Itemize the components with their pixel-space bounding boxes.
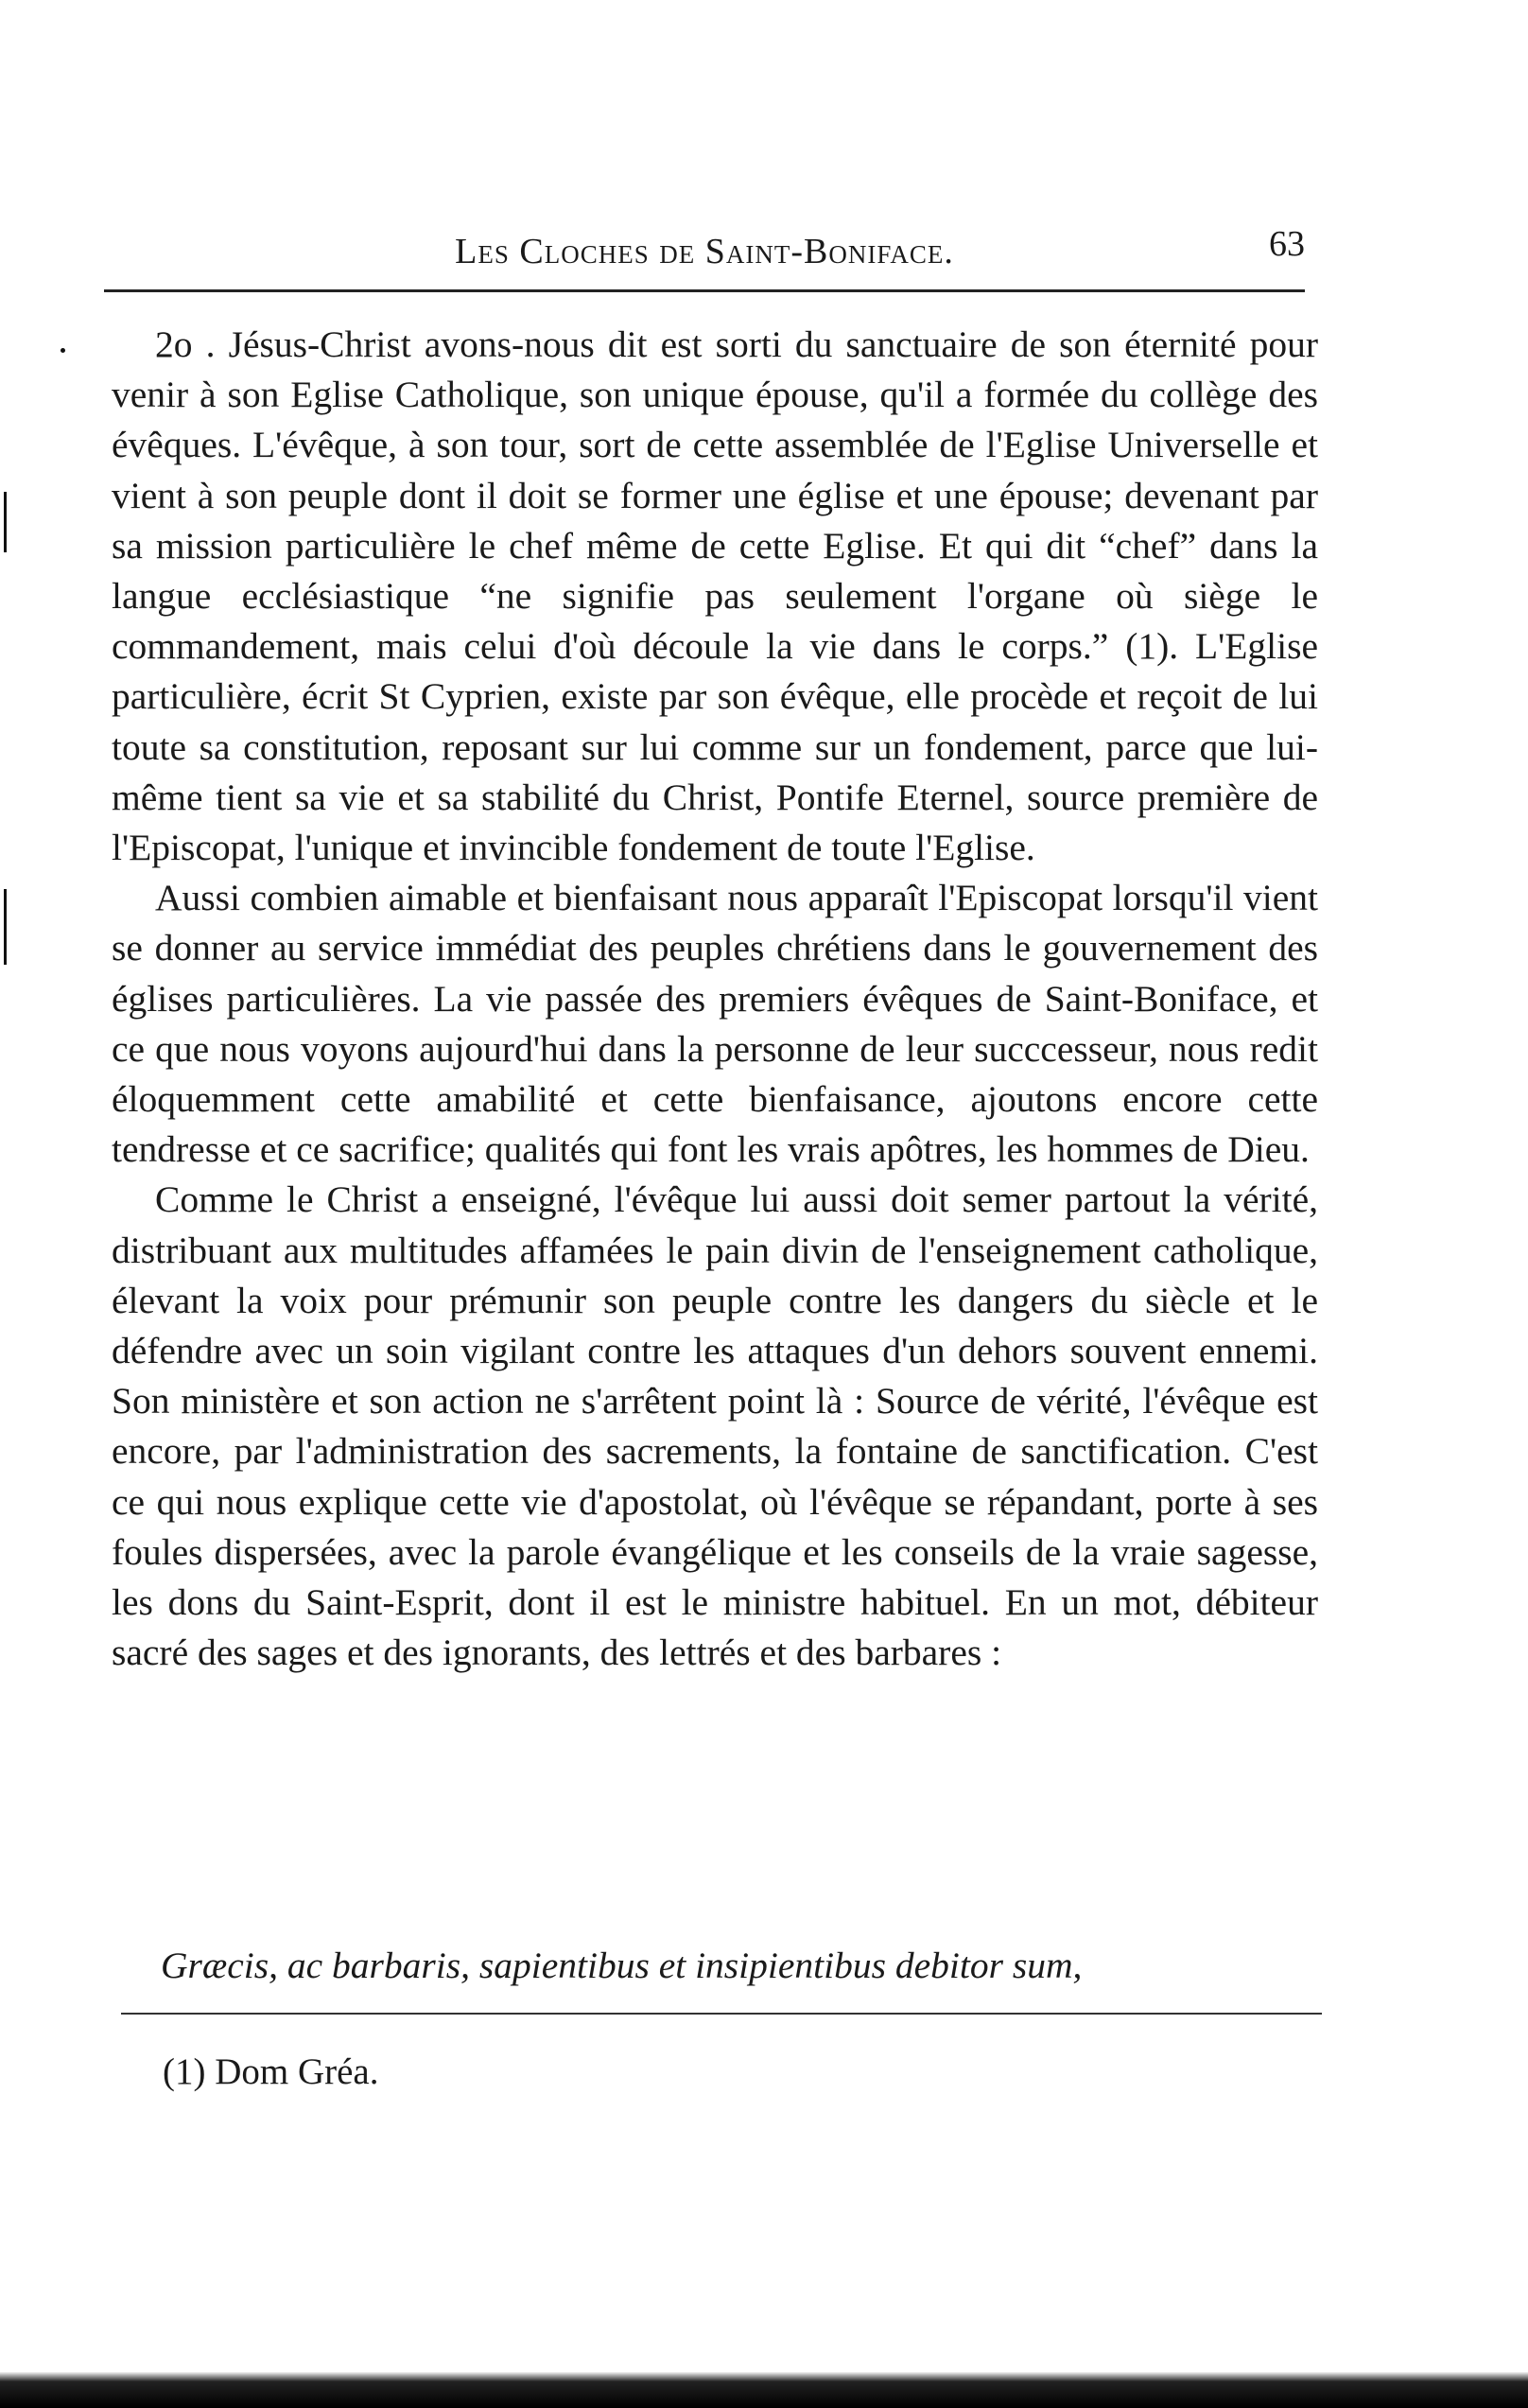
- margin-line: [4, 889, 7, 965]
- latin-quote: Græcis, ac barbaris, sapientibus et insipientibus debitor sum,: [161, 1945, 1083, 1986]
- header-rule: [104, 289, 1305, 292]
- paragraph: Comme le Christ a enseigné, l'évêque lui aussi doit semer partout la vérité, distribuant aux multitudes affamées le pain divin de l'enseignement catholique, élevant la voix pour prémunir son peuple contre les dangers du siècle et le défendre avec un soin vigilant contre les attaques d'un dehors souvent ennemi. Son ministère et son action ne s'arrêtent point là : Source de vérité, l'évêque est encore, par l'administration des sacrements, la fontaine de sanctification. C'est ce qui nous explique cette vie d'apostolat, où l'évêque se répandant, porte à ses foules dispersées, avec la parole évangélique et les conseils de la vraie sagesse, les dons du Saint-Esprit, dont il est le ministre habituel. En un mot, débiteur sacré des sages et des ignorants, des lettrés et des barbares :: [112, 1178, 1318, 1674]
- running-head: [104, 224, 1305, 284]
- page-bottom-edge: [0, 2372, 1528, 2408]
- footnote: (1) Dom Gréa.: [163, 2051, 379, 2092]
- margin-dot: [61, 348, 65, 353]
- body-text: [112, 320, 1318, 1678]
- margin-line: [4, 492, 7, 552]
- footnote-rule: [121, 2013, 1322, 2015]
- running-title: Les Cloches de Saint-Boniface.: [455, 232, 954, 271]
- paragraph: Aussi combien aimable et bienfaisant nous apparaît l'Episcopat lorsqu'il vient se donner au service immédiat des peuples chrétiens dans le gouvernement des églises particulières. La vie passée des premiers évêques de Saint-Boniface, et ce que nous voyons aujourd'hui dans la personne de leur succcesseur, nous redit éloquemment cette amabilité et cette bienfaisance, ajoutons encore cette tendresse et ce sacrifice; qualités qui font les vrais apôtres, les hommes de Dieu.: [112, 877, 1318, 1171]
- page-number: 63: [1269, 224, 1305, 264]
- paragraph: 2o . Jésus-Christ avons-nous dit est sorti du sanctuaire de son éternité pour venir à son Eglise Catholique, son unique épouse, qu'il a formée du collège des évêques. L'évêque, à son tour, sort de cette assemblée de l'Eglise Universelle et vient à son peuple dont il doit se former une église et une épouse; devenant par sa mission particulière le chef même de cette Eglise. Et qui dit “chef” dans la langue ecclésiastique “ne signifie pas seulement l'organe où siège le commandement, mais celui d'où découle la vie dans le corps.” (1). L'Eglise particulière, écrit St Cyprien, existe par son évêque, elle procède et reçoit de lui toute sa constitution, reposant sur lui comme sur un fondement, parce que lui-même tient sa vie et sa stabilité du Christ, Pontife Eternel, source première de l'Episcopat, l'unique et invincible fondement de toute l'Eglise.: [112, 323, 1318, 869]
